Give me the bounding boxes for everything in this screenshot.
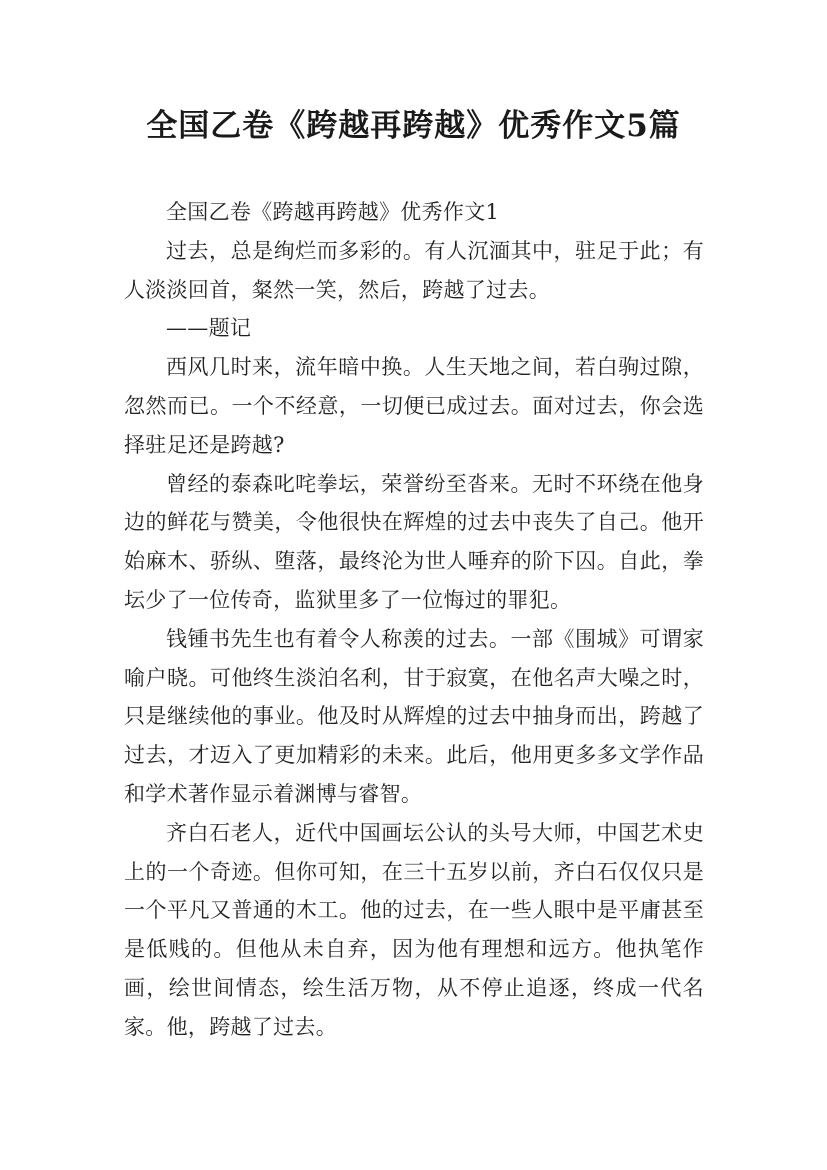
paragraph-intro: 西风几时来，流年暗中换。人生天地之间，若白驹过隙，忽然而已。一个不经意，一切便已成过去。面对过去，你会选择驻足还是跨越?	[124, 355, 704, 457]
paragraph-tyson: 曾经的泰森叱咤拳坛，荣誉纷至沓来。无时不环绕在他身边的鲜花与赞美，令他很快在辉煌的过去中丧失了自己。他开始麻木、骄纵、堕落，最终沦为世人唾弃的阶下囚。自此，拳坛少了一位传奇，监狱里多了一位悔过的罪犯。	[124, 471, 704, 612]
essay-heading: 全国乙卷《跨越再跨越》优秀作文1	[166, 200, 500, 224]
document-body	[124, 193, 704, 1047]
paragraph-qian-zhongshu: 钱锺书先生也有着令人称羡的过去。一部《围城》可谓家喻户晓。可他终生淡泊名利，甘于寂寞，在他名声大噪之时，只是继续他的事业。他及时从辉煌的过去中抽身而出，跨越了过去，才迈入了更加精彩的未来。此后，他用更多多文学作品和学术著作显示着渊博与睿智。	[124, 626, 704, 806]
document-title: 全国乙卷《跨越再跨越》优秀作文5篇	[146, 108, 681, 144]
paragraph-qi-baishi: 齐白石老人，近代中国画坛公认的头号大师，中国艺术史上的一个奇迹。但你可知，在三十五岁以前，齐白石仅仅只是一个平凡又普通的木工。他的过去，在一些人眼中是平庸甚至是低贱的。但他从未自弃，因为他有理想和远方。他执笔作画，绘世间情态，绘生活万物，从不停止追逐，终成一代名家。他，跨越了过去。	[124, 820, 704, 1039]
paragraph-epigraph: 过去，总是绚烂而多彩的。有人沉湎其中，驻足于此；有人淡淡回首，粲然一笑，然后，跨越了过去。	[124, 238, 704, 302]
epigraph-attribution: ——题记	[166, 316, 252, 341]
